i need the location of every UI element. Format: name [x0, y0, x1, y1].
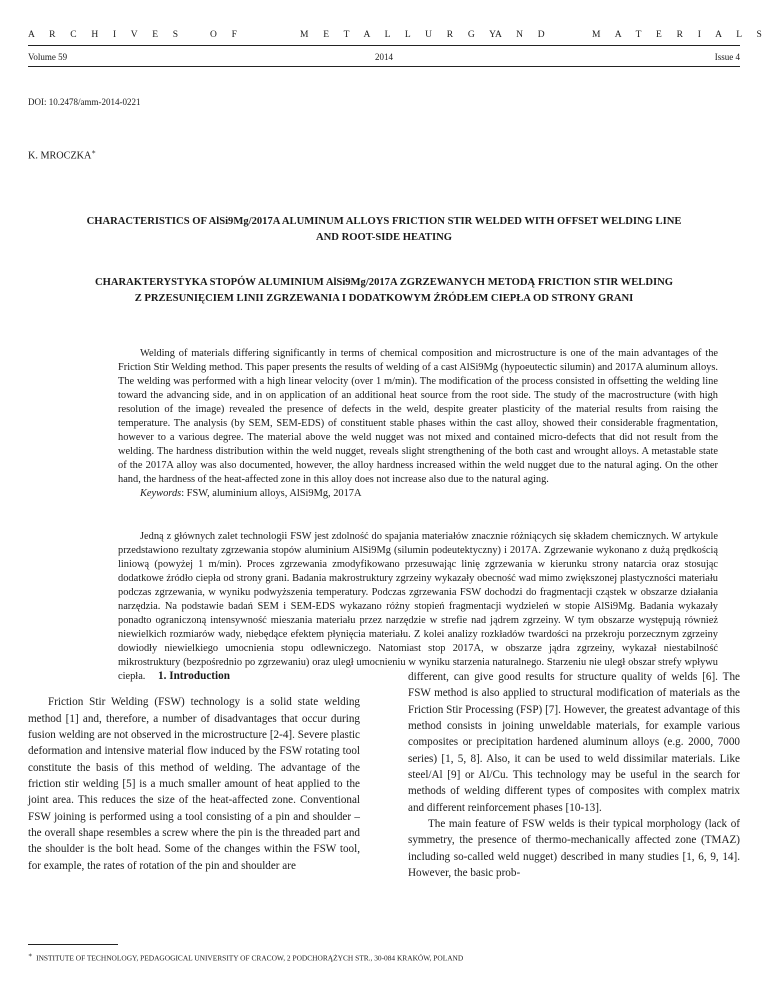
title-en [40, 214, 728, 246]
header-rule [28, 45, 740, 46]
title-pl-line: Z PRZESUNIĘCIEM LINII ZGRZEWANIA I DODATKOWYM ŹRÓDŁEM CIEPŁA OD STRONY GRANI [134, 293, 634, 304]
keywords-line [118, 487, 718, 501]
section-heading: 1. Introduction [158, 670, 230, 682]
author-name: K. MROCZKA [28, 150, 92, 162]
footnote-rule [28, 944, 118, 945]
journal-name-word: M E T A L L U R G Y [300, 30, 503, 40]
title-pl [40, 275, 728, 307]
volume-label: Volume 59 [28, 52, 68, 62]
title-en-line: AND ROOT-SIDE HEATING [316, 232, 452, 243]
footnote [28, 951, 463, 962]
journal-name-word: A R C H I V E S [28, 30, 185, 40]
author-line [28, 148, 96, 161]
journal-name-word: A N D [495, 30, 551, 40]
column-left [28, 668, 360, 874]
body-paragraph: Friction Stir Welding (FSW) technology is a solid state welding method [1] and, therefore, a number of disadvantages that occur during fusion welding are not observed in the microstructure [2-4]. Severe plastic deformation and intensive material flow induced by the FSW rotating tool constitute the basis of this method of welding. The advantage of the friction stir welding [5] is a much smaller amount of heat applied to the joint area. This reduces the size of the heat-affected zone. Conventional FSW joining is performed using a tool consisting of a pin and shoulder – the overall shape resembles a screw where the pin is the threaded part and the shoulder is the bolt head. Some of the changes within the FSW tool, for example, the rates of rotation of the pin and shoulder are [28, 696, 360, 872]
keywords-list: : FSW, aluminium alloys, AlSi9Mg, 2017A [181, 488, 362, 500]
footnote-text: INSTITUTE OF TECHNOLOGY, PEDAGOGICAL UNIVERSITY OF CRACOW, 2 PODCHORĄŻYCH STR., 30-084 KRAKÓW, POLAND [36, 953, 464, 963]
abstract-en-text: Welding of materials differing significantly in terms of chemical composition and microstructure is one of the main advantages of the Friction Stir Welding method. This paper presents the results of welding of a cast AlSi9Mg (hypoeutectic silumin) and 2017A aluminum alloys. The welding was performed with a high linear velocity (over 1 m/min). The modification of the process consisted in offsetting the welding line toward the advancing side, and in on application of an additional heat source from the root side. The study of the macrostructure (with high resolution of the image) revealed the presence of defects in the weld, despite greater plasticity of the material results from raising the temperature. The analysis (by SEM, SEM-EDS) of constituent stable phases within the cast alloy, showed their considerable fragmentation, however to a various degree. The material above the weld nugget was not mixed and contained micro-defects that did not result from the welding. The hardness distribution within the weld nugget, reveals slight strengthening of the both cast and wrought alloys. A metastable state of the 2017A alloy was also documented, however, the alloy hardness increased within the weld nugget due to the natural aging. On the other hand, the hardness of the heat-affected zone in this alloy does not increase also due to the natural aging. [118, 348, 718, 486]
journal-name-word: O F [210, 30, 244, 40]
header-rule [28, 66, 740, 67]
body-paragraph: The main feature of FSW welds is their typical morphology (lack of symmetry, the presence of thermo-mechanically affected zone (TMAZ) including so-called weld nugget) described in many studies [1, 6, 9, 14]. However, the basic prob- [408, 818, 740, 880]
doi: DOI: 10.2478/amm-2014-0221 [28, 97, 141, 107]
body-paragraph: different, can give good results for structure quality of welds [6]. The FSW method is also applied to structural modification of materials as the Friction Stir Processing (FSP) [7]. However, the greatest advantage of this method consists in joining unweldable materials, for example various composites or precipitation hardened aluminum alloys (e.g. 2000, 7000 series) [1, 5, 8]. Also, it can be used to weld dissimilar materials. Like steel/Al [9] or Al/Cu. This technology may be useful in the search for methods of welding different types of composites with complex matrix and different reinforcement phases [10-13]. [408, 671, 740, 814]
author-footnote-mark: ∗ [91, 148, 97, 156]
footnote-mark: ∗ [28, 952, 33, 959]
year-label: 2014 [375, 52, 393, 62]
issue-label: Issue 4 [714, 52, 740, 62]
title-pl-line: CHARAKTERYSTYKA STOPÓW ALUMINIUM AlSi9Mg/2017A ZGRZEWANYCH METODĄ FRICTION STIR WELDING [94, 277, 674, 288]
abstract-pl [118, 530, 718, 685]
title-en-line: CHARACTERISTICS OF AlSi9Mg/2017A ALUMINUM ALLOYS FRICTION STIR WELDED WITH OFFSET WELDING LINE [86, 216, 682, 227]
abstract-en [118, 347, 718, 502]
journal-name-word: M A T E R I A L S [592, 30, 768, 40]
keywords-label: Keywords [140, 488, 182, 500]
abstract-pl-text: Jedną z głównych zalet technologii FSW jest zdolność do spajania materiałów znacznie różniących się składem chemicznych. W artykule przedstawiono rezultaty zgrzewania stopów aluminium AlSi9Mg (silumin podeutektyczny) i 2017A. Zgrzewanie wykonano z dużą prędkością liniową (powyżej 1 m/min). Proces zgrzewania zmodyfikowano przesuwając linię zgrzewania w kierunku strony natarcia oraz stosując dodatkowe źródło ciepła od strony grani. Badania makrostruktury zgrzeiny wykazały obecność wad mimo zwiększonej plastyczności materiału podczas zgrzewania, w wyniku podwyższenia temperatury. Podczas zgrzewania FSW dochodzi do fragmentacji cząstek w obszarze działania narzędzia. Na podstawie badań SEM i SEM-EDS wykazano różny stopień fragmentacji wydzieleń w stopie AlSi9Mg. Badania wykazały ponadto ograniczoną intensywność mieszania materiału przez narzędzie w strefie nad jądrem zgrzeiny. W tym obszarze występują również niewielkich rozmiarów wady, niebędące efektem płynięcia materiału. Z kolei analizy rozkładów twardości na przekroju porzecznym zgrzeiny dowiodły niewielkiego umocnienia stopu odlewniczego. Natomiast stop 2017A, w obszarze jądra zgrzeiny, wykazał niestabilność mikrostruktury (bezpośrednio po zgrzewaniu) oraz uległ umocnieniu w wyniku starzenia naturalnego. Starzeniu nie uległ obszar strefy wpływu ciepła. [118, 531, 718, 683]
column-right [408, 669, 740, 881]
